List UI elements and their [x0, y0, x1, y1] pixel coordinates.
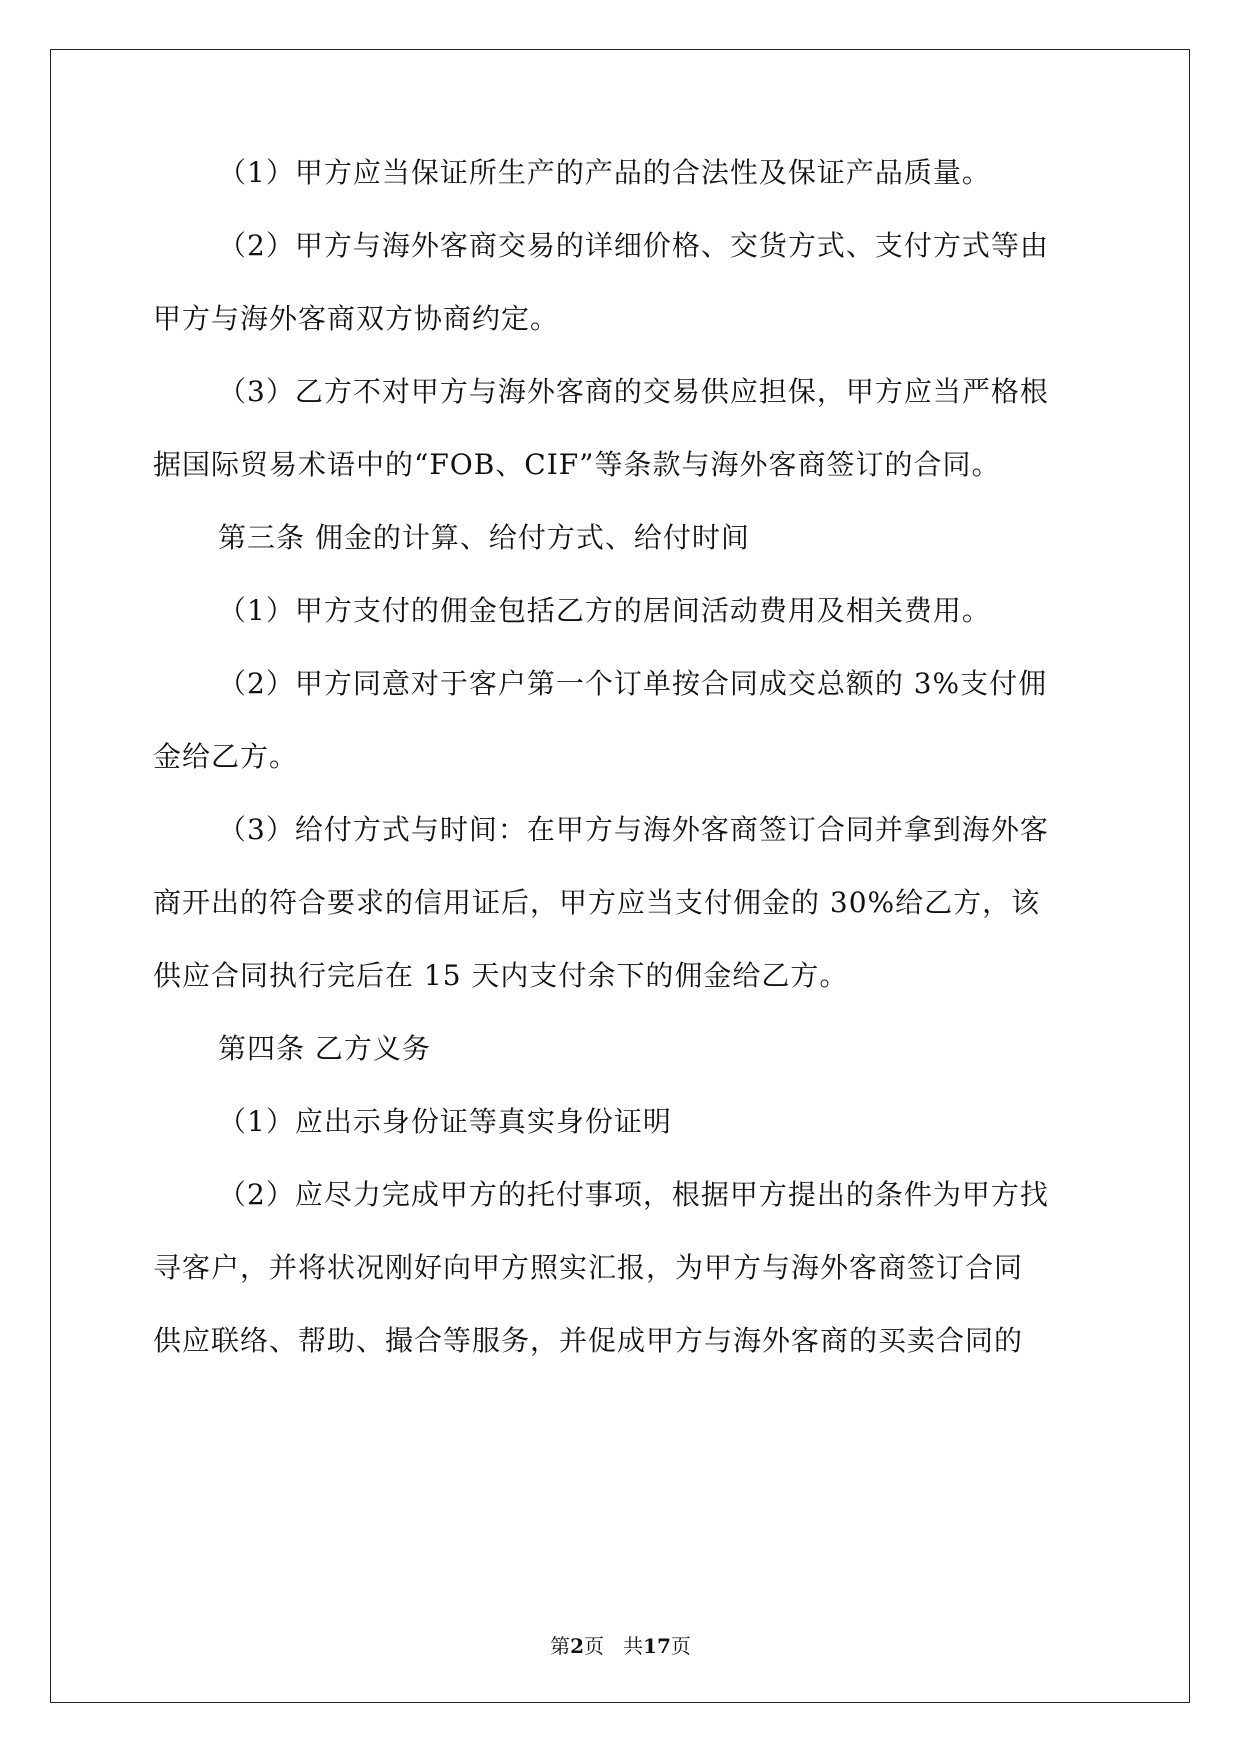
page-border [50, 49, 1190, 1703]
section-heading: 第四条 乙方义务 [218, 1032, 431, 1065]
page-total-suffix: 页 [670, 1634, 691, 1658]
paragraph-line: （3）给付方式与时间：在甲方与海外客商签订合同并拿到海外客 [218, 813, 1049, 846]
page-number-prefix: 第 [550, 1634, 571, 1658]
paragraph-line: （2）甲方与海外客商交易的详细价格、交货方式、支付方式等由 [218, 229, 1049, 262]
page-number-suffix: 页 [584, 1634, 604, 1658]
paragraph-line: （2）甲方同意对于客户第一个订单按合同成交总额的 3%支付佣 [218, 667, 1048, 700]
paragraph-line: （1）应出示身份证等真实身份证明 [218, 1105, 672, 1138]
page-total-prefix: 共 [623, 1634, 644, 1658]
paragraph-line: 寻客户，并将状况刚好向甲方照实汇报，为甲方与海外客商签订合同 [153, 1251, 1024, 1284]
paragraph-line: 供应联络、帮助、撮合等服务，并促成甲方与海外客商的买卖合同的 [153, 1324, 1024, 1357]
paragraph-line: 甲方与海外客商双方协商约定。 [153, 302, 560, 335]
paragraph-line: （2）应尽力完成甲方的托付事项，根据甲方提出的条件为甲方找 [218, 1178, 1049, 1211]
paragraph-line: 商开出的符合要求的信用证后，甲方应当支付佣金的 30%给乙方，该 [153, 886, 1041, 919]
paragraph-line: 供应合同执行完后在 15 天内支付余下的佣金给乙方。 [153, 959, 849, 992]
paragraph-line: （1）甲方应当保证所生产的产品的合法性及保证产品质量。 [218, 156, 991, 189]
paragraph-line: （3）乙方不对甲方与海外客商的交易供应担保，甲方应当严格根 [218, 375, 1049, 408]
section-heading: 第三条 佣金的计算、给付方式、给付时间 [218, 521, 750, 554]
page-footer [0, 1632, 1241, 1660]
paragraph-line: （1）甲方支付的佣金包括乙方的居间活动费用及相关费用。 [218, 594, 991, 627]
paragraph-line: 金给乙方。 [153, 740, 299, 773]
paragraph-line: 据国际贸易术语中的“FOB、CIF”等条款与海外客商签订的合同。 [153, 448, 1001, 481]
page-number: 2 [570, 1634, 584, 1658]
page-total: 17 [643, 1634, 671, 1658]
